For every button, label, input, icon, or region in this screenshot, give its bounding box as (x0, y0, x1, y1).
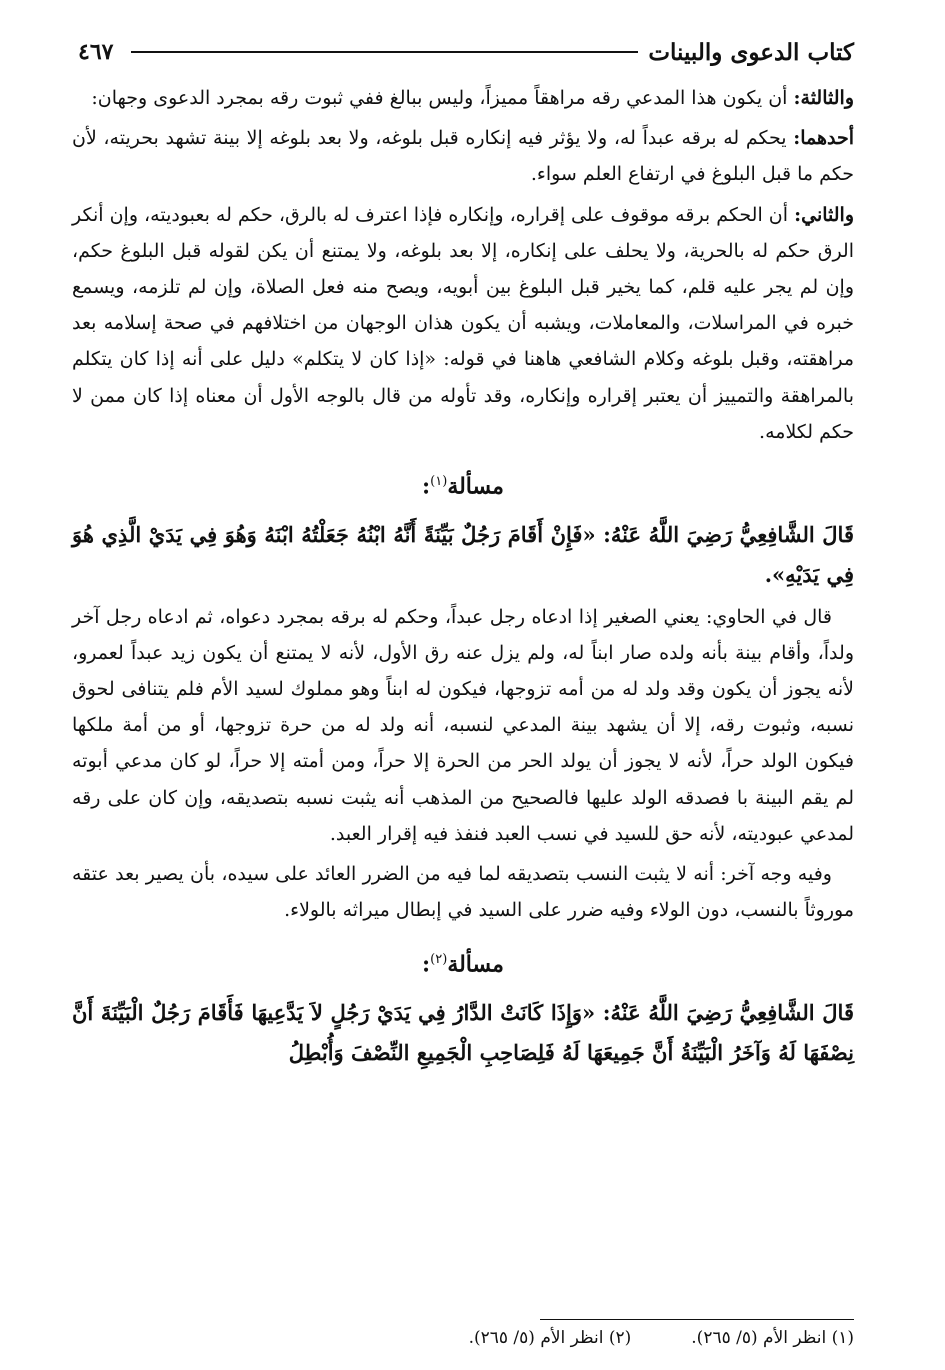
paragraph-lead: والثاني: (794, 203, 854, 226)
masala-title: مسألة (447, 951, 504, 978)
masala-colon: : (422, 951, 431, 978)
footnote-2: (٢) انظر الأم (٥/ ٢٦٥). (468, 1328, 632, 1348)
masala-heading-1 (72, 464, 854, 505)
masala-title: مسألة (447, 473, 504, 500)
paragraph-text: يحكم له برقه عبداً له، ولا يؤثر فيه إنكاره قبل بلوغه، ولا بعد بلوغه إلا بينة تشهد بحريته، لأن حكم ما قبل البلوغ في ارتفاع العلم سواء. (72, 127, 854, 186)
paragraph-third (72, 80, 854, 116)
paragraph-lead: والثالثة: (793, 87, 854, 109)
running-header (78, 32, 854, 72)
paragraph-lead: أحدهما: (793, 127, 855, 150)
masala-heading-2 (72, 942, 854, 983)
paragraph-text: أن الحكم برقه موقوف على إقراره، وإنكاره فإذا اعترف له بالرق، حكم له بعبوديته، وإن أنكر الرق حكم له بالحرية، ولا يحلف على إنكاره، إلا بعد بلوغه، ولا يمتنع أن يكن لقوله قبل البلوغ حكم، وإن لم يجر عليه قلم، كما يخير قبل البلوغ بين أبويه، ويصح منه فعل الصلاة، وإن لم تلزمه، ويسمع خبره في المراسلات، والمعاملات، ويشبه أن يكون هذان الوجهان من اختلافهم في صحة إسلامه بعد مراهقته، وقبل بلوغه وكلام الشافعي هاهنا في قوله: «إذا كان لا يتكلم» دليل على أنه إذا كان يتكلم بالمراهقة والتمييز أن يعتبر إقراره وإنكاره، وقد تأوله من قال بالوجه الأول أن معناه إذا كان ممن لا حكم لكلامه. (72, 203, 854, 443)
commentary-paragraph: قال في الحاوي: يعني الصغير إذا ادعاه رجل عبداً، وحكم له برقه بمجرد دعواه، ثم ادعاه رجل آخر ولداً، وأقام بينة بأنه ولده صار ابناً له، ولم يزل عنه رق الأول، لأنه لا يمتنع أن يكون زيد عبداً لعمرو، لأنه يجوز أن يكون وقد ولد له من أمه تزوجها، فيكون له ابناً وهو مملوك لسيد الأم فلم يتنافى لحوق نسبه، وثبوت رقه، إلا أن يشهد بينة المدعي لنسبه، أنه ولد له من حرة تزوجها، أو من أمة ملكها فيكون الولد حراً، لأنه لا يجوز أن يولد الحر من الحرة إلا حراً، ومن أمته إلا حراً، لو كان مدعي أبوته لم يقم البينة با فصدقه الولد عليها فالصحيح من المذهب أنه يثبت نسبه بتصديقه، وإن كان على رقه لمدعي عبوديته، لأنه حق للسيد في نسب العبد فنفذ فيه إقرار العبد. (72, 605, 854, 845)
paragraph-text: أن يكون هذا المدعي رقه مراهقاً مميزاً، وليس ببالغ ففي ثبوت رقه بمجرد الدعوى وجهان: (91, 87, 788, 109)
matn-quote-2: قَالَ الشَّافِعِيُّ رَضِيَ اللَّهُ عَنْهُ: «وَإِذَا كَانَتْ الدَّارُ فِي يَدَيْ رَجُلٍ لاَ يَدَّعِيهَا فَأَقَامَ رَجُلٌ الْبَيِّنَةَ أَنَّ نِصْفَهَا لَهُ وَآخَرُ الْبَيِّنَةُ أَنَّ جَمِيعَهَا لَهُ فَلِصَاحِبِ الْجَمِيعِ النِّصْفَ وَأُبْطِلُ (72, 999, 854, 1065)
paragraph-second-view (72, 197, 854, 450)
header-rule (131, 51, 638, 53)
masala-colon: : (422, 473, 431, 500)
matn-quote-1: قَالَ الشَّافِعِيُّ رَضِيَ اللَّهُ عَنْهُ: «فَإِنْ أَقَامَ رَجُلٌ بَيِّنَةً أَنَّهُ ابْنُهُ جَعَلْتُهُ ابْنَهُ وَهُوَ فِي يَدَيْ الَّذِي هُوَ فِي يَدَيْهِ». (72, 521, 854, 587)
footnote-ref: (١) (430, 474, 448, 490)
page-number: ٤٦٧ (78, 39, 114, 65)
footnotes (240, 1328, 854, 1348)
page-body (72, 80, 854, 1077)
book-title: كتاب الدعوى والبينات (648, 38, 854, 66)
footnote-1: (١) انظر الأم (٥/ ٢٦٥). (691, 1328, 854, 1348)
footnote-rule (540, 1319, 854, 1320)
paragraph-first-view (72, 120, 854, 192)
commentary-paragraph: وفيه وجه آخر: أنه لا يثبت النسب بتصديقه لما فيه من الضرر العائد على سيده، بأن يصير بعد عتقه موروثاً بالنسب، دون الولاء وفيه ضرر على السيد في إبطال ميراثه بالولاء. (72, 862, 854, 922)
footnote-ref: (٢) (430, 952, 448, 968)
